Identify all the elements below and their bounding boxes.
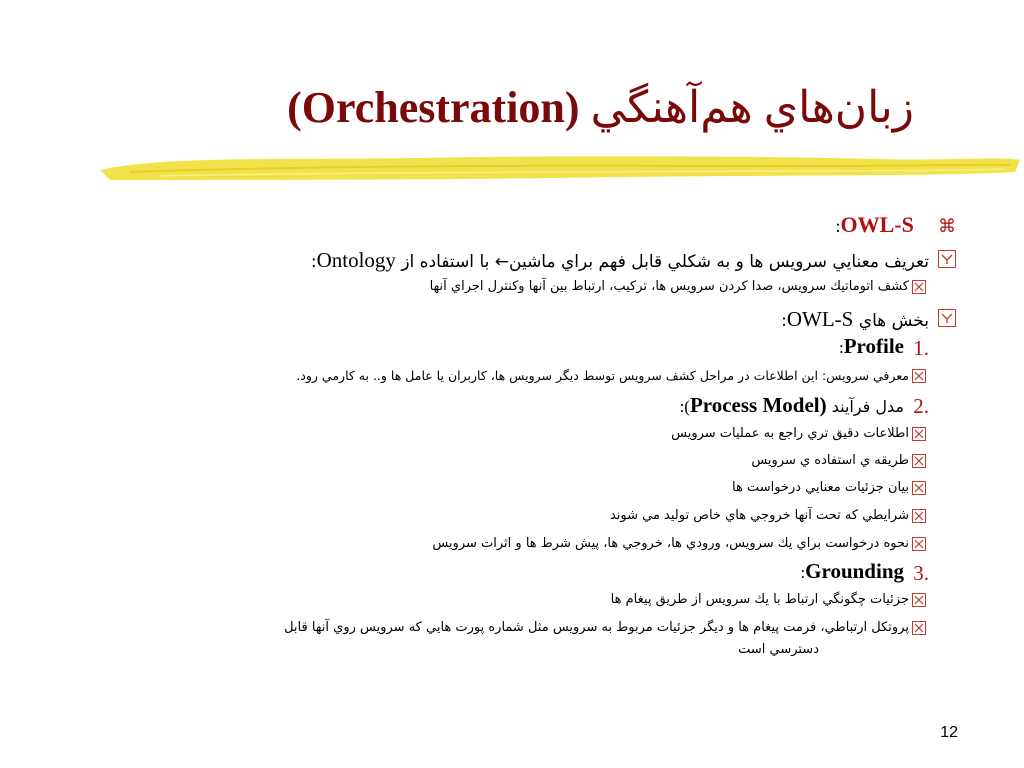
parts-line (781, 307, 929, 332)
process-item: بيان جزئيات معنايي درخواست ها (731, 480, 909, 495)
definition-text: تعريف معنايي سرويس ها و به شكلي قابل فهم براي ماشين← با استفاده از (401, 252, 929, 272)
process-label-en: (Process Model (689, 393, 827, 417)
x-box-bullet-icon (912, 537, 926, 551)
grounding-number: 3. (913, 561, 929, 585)
yellow-brush-divider (100, 150, 1020, 184)
grounding-item: پروتكل ارتباطي، فرمت پيغام ها و ديگر جزئيات مربوط به سرويس مثل شماره پورت هايي كه سرويس روي آنها قابل (284, 620, 909, 635)
process-item: طريقه ي استفاده ي سرويس (751, 453, 909, 468)
x-box-bullet-icon (912, 593, 926, 607)
title-persian: زبان‌هاي هم‌آهنگي (590, 83, 914, 132)
parts-text: بخش هاي (858, 311, 929, 331)
x-box-bullet-icon (912, 621, 926, 635)
x-box-bullet-icon (912, 369, 926, 383)
profile-number: 1. (913, 336, 929, 360)
y-bullet-icon (938, 309, 956, 327)
ontology-term: Ontology (316, 248, 396, 272)
process-label-fa: مدل فرآيند (831, 397, 904, 416)
command-bullet-icon: ⌘ (938, 216, 956, 237)
definition-colon: : (310, 252, 317, 272)
x-box-bullet-icon (912, 454, 926, 468)
y-bullet-icon (938, 250, 956, 268)
x-box-bullet-icon (912, 427, 926, 441)
x-box-bullet-icon (912, 509, 926, 523)
process-item: نحوه درخواست براي يك سرويس، ورودي ها، خروجي ها، پيش شرط ها و اثرات سرويس (432, 536, 909, 551)
owl-heading-colon: : (835, 216, 841, 236)
x-box-bullet-icon (912, 280, 926, 294)
process-item: شرايطي كه تحت آنها خروجي هاي خاص توليد مي شوند (609, 508, 909, 523)
grounding-item: جزئيات چگونگي ارتباط با يك سرويس از طريق پيغام ها (610, 592, 909, 607)
page-number: 12 (940, 724, 958, 741)
definition-line (311, 248, 929, 273)
parts-colon: : (781, 311, 787, 331)
profile-desc: معرفي سرويس: اين اطلاعات در مراحل كشف سرويس توسط ديگر سرويس ها، كاربران يا عامل ها و.. به كارمي رود. (296, 368, 909, 383)
process-tail: ): (679, 397, 690, 416)
grounding-item-continuation: دسترسي است (738, 642, 819, 657)
grounding-heading (800, 559, 904, 584)
process-item: اطلاعات دقيق تري راجع به عمليات سرويس (671, 426, 909, 441)
parts-term: OWL-S (786, 307, 854, 331)
profile-label: Profile (843, 334, 904, 358)
profile-colon: : (839, 338, 844, 357)
title-english: (Orchestration) (287, 83, 580, 132)
slide-title (287, 82, 914, 133)
process-number: 2. (913, 394, 929, 418)
grounding-colon: : (800, 563, 806, 582)
grounding-label: Grounding (805, 559, 904, 583)
x-box-bullet-icon (912, 481, 926, 495)
process-heading (680, 393, 904, 418)
owl-heading-row (835, 212, 956, 238)
definition-sub-line: كشف اتوماتيك سرويس، صدا كردن سرويس ها، تركيب، ارتباط بين آنها وكنترل اجراي آنها (429, 279, 909, 294)
profile-heading (839, 334, 904, 359)
owl-heading: OWL-S (840, 212, 914, 237)
